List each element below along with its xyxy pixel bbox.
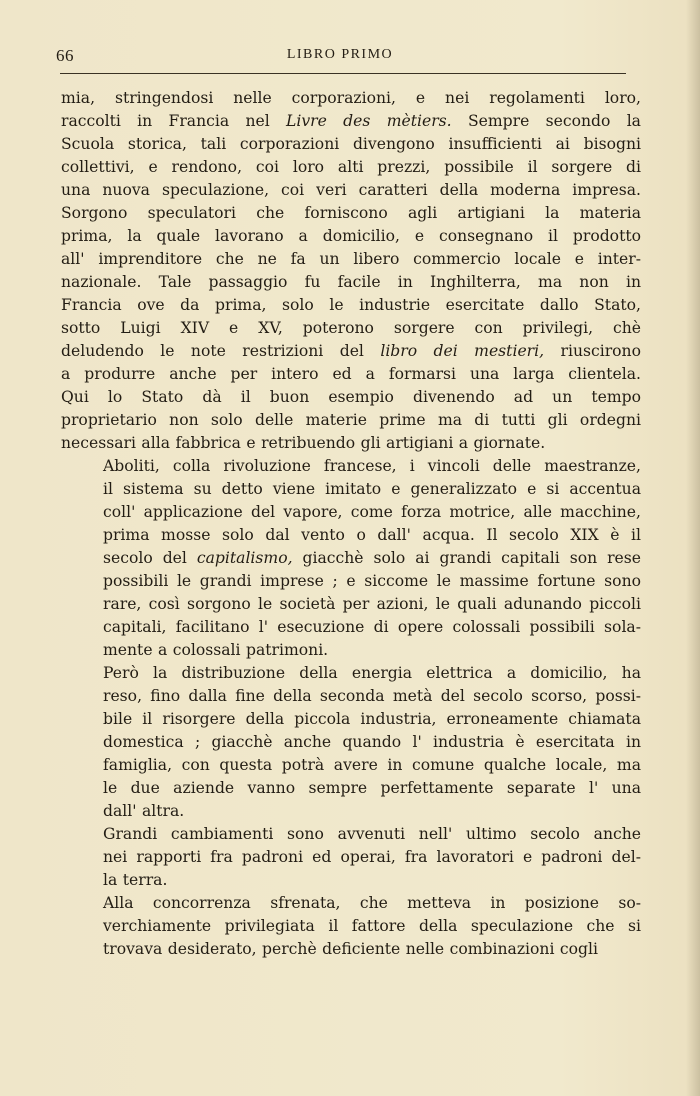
text-line: raccolti in Francia nel Livre des mètiers. Sempre secondo la — [61, 112, 641, 130]
page-header — [56, 46, 624, 70]
italic-title: libro dei mestieri, — [380, 342, 545, 360]
text-line: nei rapporti fra padroni ed operai, fra lavoratori e padroni del- — [103, 848, 641, 866]
text-line: all' imprenditore che ne fa un libero commercio locale e inter- — [61, 250, 641, 268]
text-line: verchiamente privilegiata il fattore della speculazione che si — [103, 917, 641, 935]
text-line: prima, la quale lavorano a domicilio, e consegnano il prodotto — [61, 227, 641, 245]
text-line: possibili le grandi imprese ; e siccome le massime fortune sono — [103, 572, 641, 590]
text-line: coll' applicazione del vapore, come forza motrice, alle macchine, — [103, 503, 641, 521]
text-line: domestica ; giacchè anche quando l' industria è esercitata in — [103, 733, 641, 751]
text-line: nazionale. Tale passaggio fu facile in Inghilterra, ma non in — [61, 273, 641, 291]
text-line: trovava desiderato, perchè deficiente nelle combinazioni cogli — [103, 940, 598, 958]
text-line: deludendo le note restrizioni del libro dei mestieri, riuscirono — [61, 342, 641, 360]
paragraph — [61, 455, 641, 662]
text-line: necessari alla fabbrica e retribuendo gli artigiani a giornate. — [61, 434, 546, 452]
text-line: proprietario non solo delle materie prime ma di tutti gli ordegni — [61, 411, 641, 429]
text-line: sotto Luigi XIV e XV, poterono sorgere con privilegi, chè — [61, 319, 641, 337]
paragraph — [61, 892, 641, 961]
text-line: dall' altra. — [103, 802, 185, 820]
text-line: Scuola storica, tali corporazioni divengono insufficienti ai bisogni — [61, 135, 641, 153]
paragraph — [61, 662, 641, 823]
text-line: le due aziende vanno sempre perfettamente separate l' una — [103, 779, 641, 797]
text-line: secolo del capitalismo, giacchè solo ai grandi capitali son rese — [103, 549, 642, 567]
text-line: famiglia, con questa potrà avere in comune qualche locale, ma — [103, 756, 641, 774]
text-line: una nuova speculazione, coi veri caratteri della moderna impresa. — [61, 181, 641, 199]
running-head: LIBRO PRIMO — [286, 47, 394, 62]
text-line: rare, così sorgono le società per azioni, le quali adunando piccoli — [103, 595, 641, 613]
header-rule — [60, 73, 626, 74]
page-number: 66 — [56, 46, 74, 65]
text-line: reso, fino dalla fine della seconda metà del secolo scorso, possi- — [103, 687, 641, 705]
text-line: Però la distribuzione della energia elettrica a domicilio, ha — [103, 664, 641, 682]
text-line: collettivi, e rendono, coi loro alti prezzi, possibile il sorgere di — [61, 158, 641, 176]
paragraph — [61, 823, 641, 892]
text-line: Alla concorrenza sfrenata, che metteva in posizione so- — [103, 894, 641, 912]
text-line: la terra. — [103, 871, 168, 889]
paragraph — [61, 87, 641, 455]
text-line: Aboliti, colla rivoluzione francese, i vincoli delle maestranze, — [103, 457, 641, 475]
text-line: Grandi cambiamenti sono avvenuti nell' ultimo secolo anche — [103, 825, 641, 843]
text-line: bile il risorgere della piccola industria, erroneamente chiamata — [103, 710, 641, 728]
text-line: a produrre anche per intero ed a formarsi una larga clientela. — [61, 365, 641, 383]
text-line: mente a colossali patrimoni. — [103, 641, 329, 659]
text-line: prima mosse solo dal vento o dall' acqua. Il secolo XIX è il — [103, 526, 641, 544]
italic-title: capitalismo, — [196, 549, 293, 567]
spine-shadow — [686, 0, 700, 1096]
text-line: capitali, facilitano l' esecuzione di opere colossali possibili sola- — [103, 618, 641, 636]
text-line: Qui lo Stato dà il buon esempio divenendo ad un tempo — [61, 388, 641, 406]
text-line: Francia ove da prima, solo le industrie esercitate dallo Stato, — [61, 296, 641, 314]
body-text — [61, 87, 641, 961]
text-line: Sorgono speculatori che forniscono agli artigiani la materia — [61, 204, 641, 222]
italic-title: Livre des mètiers. — [286, 112, 452, 130]
text-line: mia, stringendosi nelle corporazioni, e nei regolamenti loro, — [61, 89, 641, 107]
text-line: il sistema su detto viene imitato e generalizzato e si accentua — [103, 480, 641, 498]
